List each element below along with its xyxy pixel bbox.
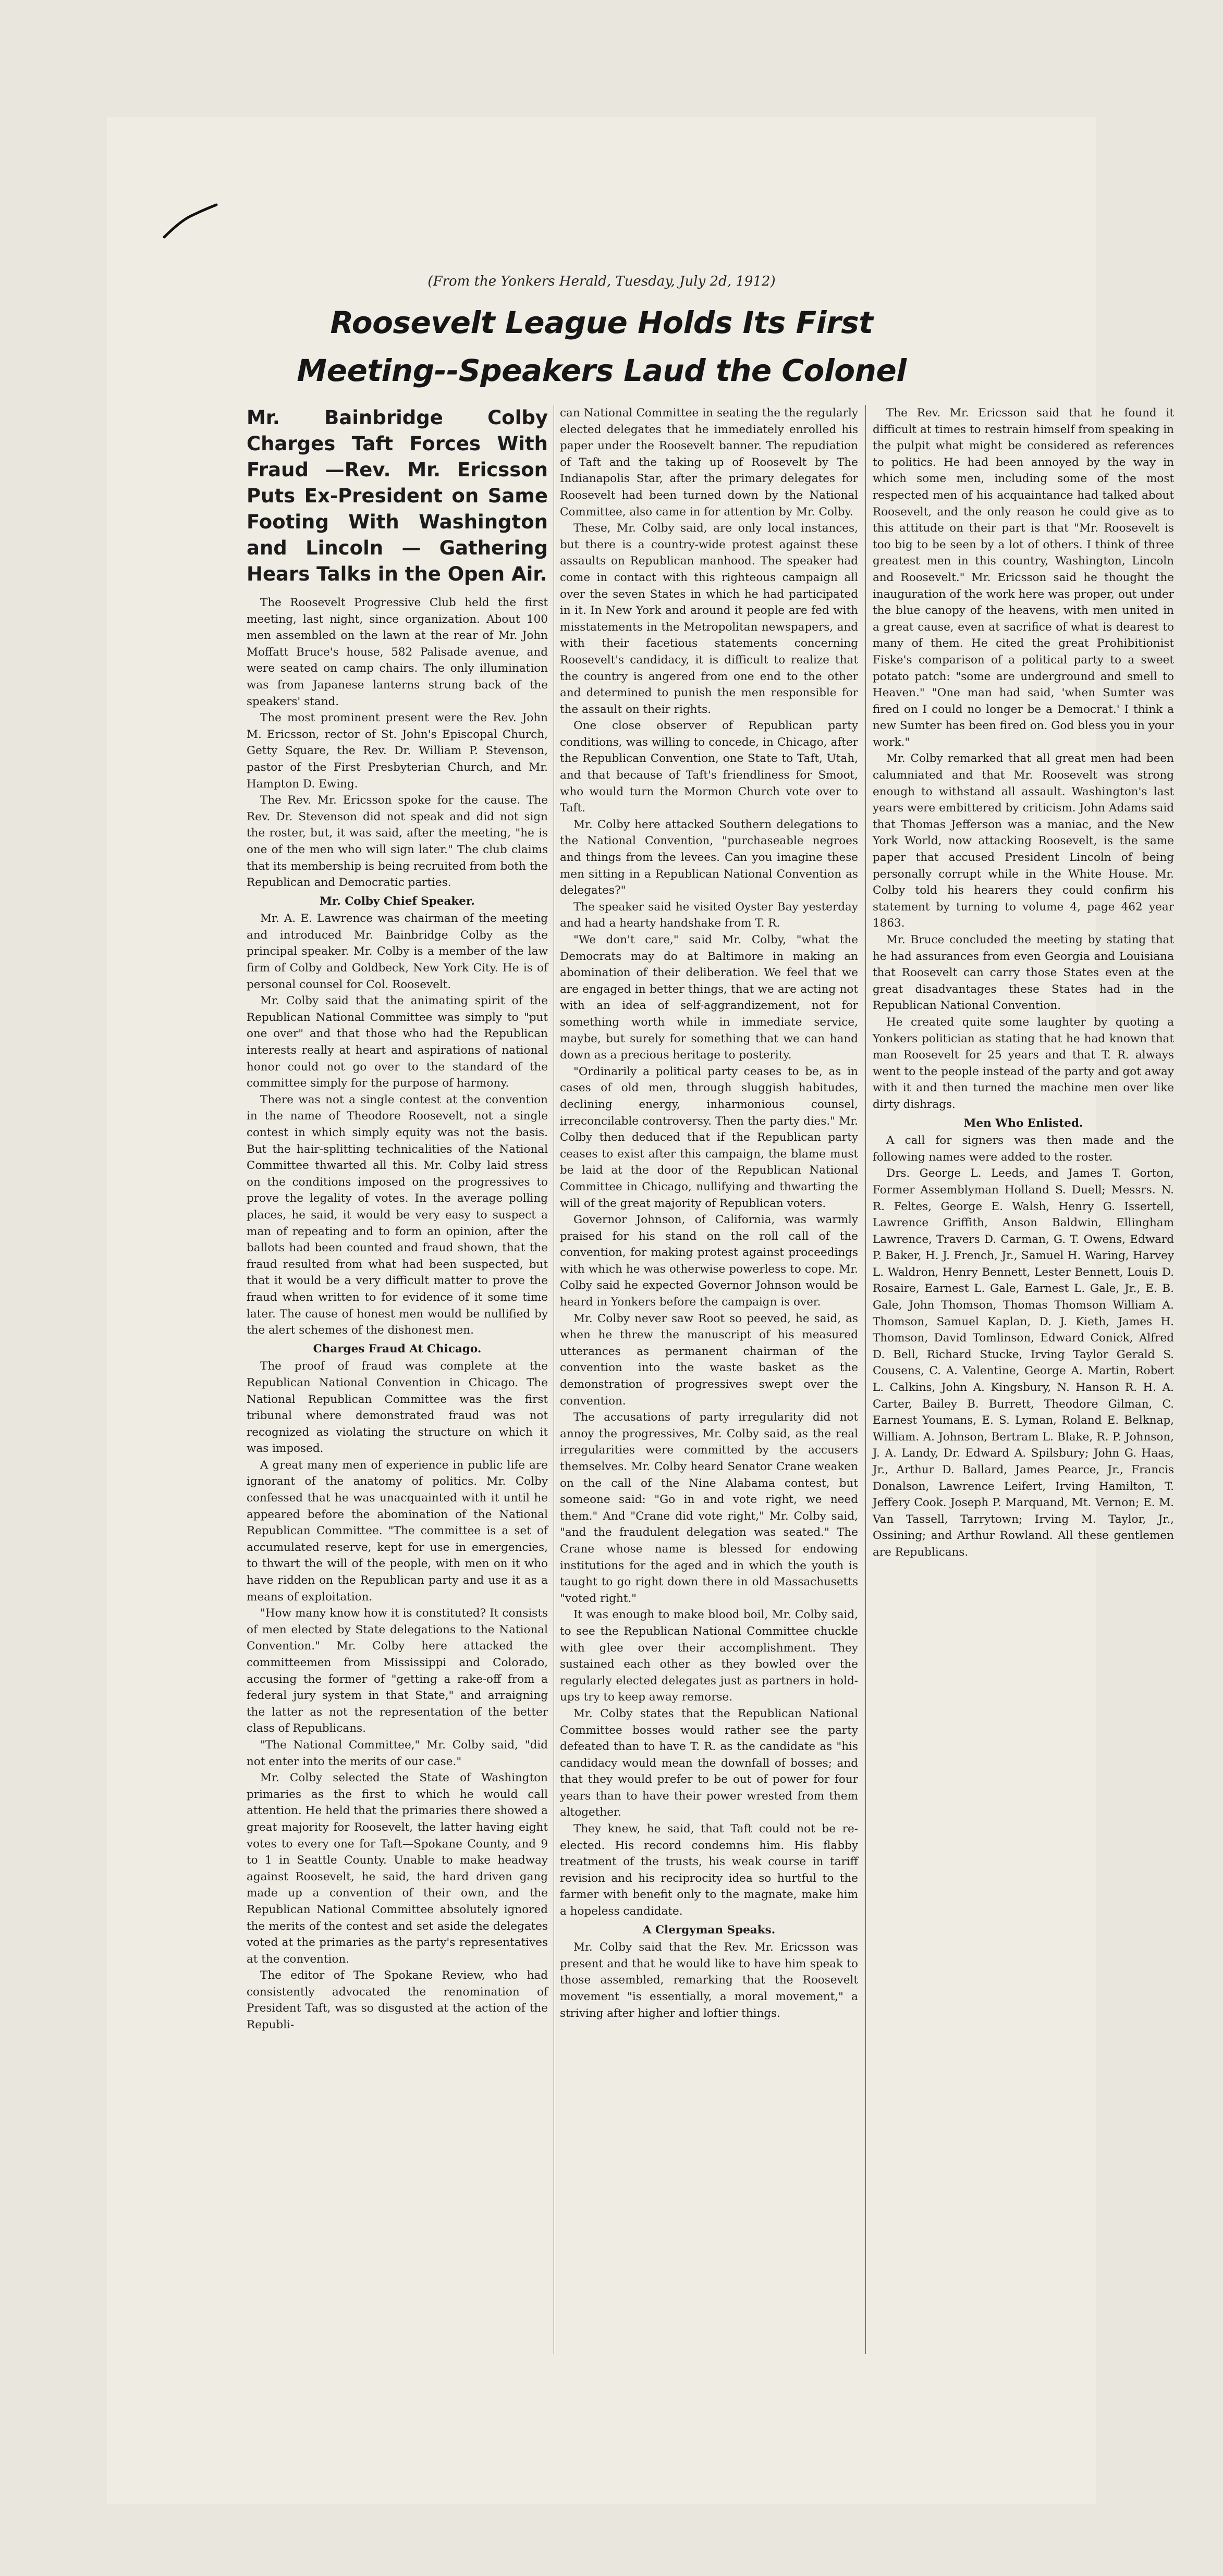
paragraph: One close observer of Republican party conditions, was willing to concede, in Chicago, after the Republican Convention, one State to Taft, Utah, and that because of Taft's friendliness for Smoot, who would turn the Mormon Church vote over to Taft.	[560, 719, 858, 815]
paragraph: Mr. A. E. Lawrence was chairman of the meeting and introduced Mr. Bainbridge Colby as the principal speaker. Mr. Colby is a member of the law firm of Colby and Goldbeck, New York City. He is of personal counsel for Col. Roosevelt.	[247, 912, 548, 991]
paragraph: He created quite some laughter by quoting a Yonkers politician as stating that he had known that man Roosevelt for 25 years and that T. R. always went to the people instead of the party and got away with it and then turned the machine men over like dirty dishrags.	[873, 1015, 1174, 1111]
section-heading: A Clergyman Speaks.	[642, 1923, 776, 1937]
paragraph: The Rev. Mr. Ericsson spoke for the cause. The Rev. Dr. Stevenson did not speak and did not sign the roster, but, it was said, after the meeting, "he is one of the men who will sign later." The club claims that its membership is being recruited from both the Republican and Democratic parties.	[247, 794, 548, 890]
paragraph: The proof of fraud was complete at the Republican National Convention in Chicago. The National Republican Committee was the first tribunal where demonstrated fraud was not recognized as violating the structure on which it was imposed.	[247, 1360, 548, 1456]
paragraph: The speaker said he visited Oyster Bay yesterday and had a hearty handshake from T. R.	[560, 900, 858, 930]
paragraph: Mr. Colby states that the Republican National Committee bosses would rather see the party defeated than to have T. R. as the candidate as "his candidacy would mean the downfall of bosses; and that they would prefer to be out of power for four years than to have their power wrested from them altogether.	[560, 1707, 858, 1819]
paragraph: "The National Committee," Mr. Colby said, "did not enter into the merits of our case."	[247, 1738, 548, 1768]
paragraph: "How many know how it is constituted? It consists of men elected by State delegations to the National Convention." Mr. Colby here attacked the committeemen from Mississippi and Colorado, accusing the former of "getting a rake-off from a federal jury system in that State," and arraigning the latter as not the representation of the better class of Republicans.	[247, 1607, 548, 1735]
newspaper-clipping	[107, 117, 1174, 2504]
paragraph: Drs. George L. Leeds, and James T. Gorton, Former Assemblyman Holland S. Duell; Messrs. N. R. Feltes, George E. Walsh, Henry G. Issertell, Lawrence Griffith, Anson Baldwin, Ellingham Lawrence, Travers D. Carman, G. T. Owens, Edward P. Baker, H. J. French, Jr., Samuel H. Waring, Harvey L. Waldron, Henry Bennett, Lester Bennett, Louis D. Rosaire, Earnest L. Gale, Earnest L. Gale, Jr., E. B. Gale, John Thomson, Thomas Thomson William A. Thomson, Samuel Kaplan, D. J. Kieth, James H. Thomson, David Tomlinson, Edward Conick, Alfred D. Bell, Richard Stucke, Irving Taylor Gerald S. Cousens, C. A. Valentine, George A. Martin, Robert L. Calkins, John A. Kingsbury, N. Hanson R. H. A. Carter, Bailey B. Burrett, Theodore Gilman, C. Earnest Youmans, E. S. Lyman, Roland E. Belknap, William. A. Johnson, Bertram L. Blake, R. P. Johnson, J. A. Landy, Dr. Edward A. Spilsbury; John G. Haas, Jr., Arthur D. Ballard, James Pearce, Jr., Francis Donalson, Lawrence Leifert, Irving Hamilton, T. Jeffery Cook. Joseph P. Marquand, Mt. Vernon; E. M. Van Tassell, Tarrytown; Irving M. Taylor, Jr., Ossining; and Arthur Rowland. All these gentlemen are Republicans.	[873, 1167, 1174, 1559]
subheadline-deck: Mr. Bainbridge Colby Charges Taft Forces With Fraud —Rev. Mr. Ericsson Puts Ex-President on Same Footing With Washington and Lincoln — Gathering Hears Talks in the Open Air.	[247, 406, 548, 585]
article-column-1	[247, 405, 548, 2354]
paragraph: Mr. Colby remarked that all great men had been calumniated and that Mr. Roosevelt was strong enough to withstand all assault. Washington's last years were embittered by criticism. John Adams said that Thomas Jefferson was a maniac, and the New York World, now attacking Roosevelt, is the same paper that accused President Lincoln of being personally corrupt while in the White House. Mr. Colby told his hearers they could confirm his statement by turning to volume 4, page 462 year 1863.	[873, 752, 1174, 930]
paragraph: The accusations of party irregularity did not annoy the progressives, Mr. Colby said, as the real irregularities were committed by the accusers themselves. Mr. Colby heard Senator Crane weaken on the call of the Nine Alabama contest, but someone said: "Go in and vote right, we need them." And "Crane did vote right," Mr. Colby said, "and the fraudulent delegation was seated." The Crane whose name is blessed for endowing institutions for the aged and in which the youth is taught to go right down there in old Massachusetts "voted right."	[560, 1411, 858, 1605]
section-heading: Charges Fraud At Chicago.	[313, 1342, 482, 1355]
paragraph: Mr. Colby said that the Rev. Mr. Ericsson was present and that he would like to have him speak to those assembled, remarking that the Roosevelt movement "is essentially, a moral movement," a striving after higher and loftier things.	[560, 1941, 858, 2020]
paragraph: The editor of The Spokane Review, who had consistently advocated the renomination of President Taft, was so disgusted at the action of the Republi-	[247, 1969, 548, 2032]
paragraph: It was enough to make blood boil, Mr. Colby said, to see the Republican National Committee chuckle with glee over their accomplishment. They sustained each other as they bowled over the regularly elected delegates just as partners in hold-ups try to keep away remorse.	[560, 1608, 858, 1704]
paragraph: can National Committee in seating the the regularly elected delegates that he immediately enrolled his paper under the Roosevelt banner. The repudiation of Taft and the taking up of Roosevelt by The Indianapolis Star, after the primary delegates for Roosevelt had been turned down by the National Committee, also came in for attention by Mr. Colby.	[560, 406, 858, 519]
article-column-2	[560, 405, 858, 2354]
paragraph: Mr. Colby never saw Root so peeved, he said, as when he threw the manuscript of his measured utterances as permanent chairman of the convention into the waste basket as the demonstration of progressives swept over the convention.	[560, 1312, 858, 1408]
paragraph: A great many men of experience in public life are ignorant of the anatomy of politics. Mr. Colby confessed that he was unacquainted with it until he appeared before the abomination of the National Republican Committee. "The committee is a set of accumulated reserve, kept for use in emergencies, to thwart the will of the people, with men on it who have ridden on the Republican party and use it as a means of exploitation.	[247, 1458, 548, 1604]
paragraph: The Rev. Mr. Ericsson said that he found it difficult at times to restrain himself from speaking in the pulpit what might be considered as references to politics. He had been annoyed by the way in which some men, including some of the most respected men of his acquaintance had talked about Roosevelt, and the only reason he could give as to this attitude on their part is that "Mr. Roosevelt is too big to be seen by a lot of others. I think of three greatest men in this country, Washington, Lincoln and Roosevelt." Mr. Ericsson said he thought the inauguration of the work here was proper, out under the blue canopy of the heavens, with men united in a great cause, even at sacrifice of what is dearest to many of them. He cited the great Prohibitionist Fiske's comparison of a political party to a sweet potato patch: "some are underground and smell to Heaven." "One man had said, 'when Sumter was fired on I could no longer be a Democrat.' I think a new Sumter has been fired on. God bless you in your work."	[873, 406, 1174, 749]
paragraph: These, Mr. Colby said, are only local instances, but there is a country-wide protest against these assaults on Republican manhood. The speaker had come in contact with this righteous campaign all over the seven States in which he had participated in it. In New York and around it people are fed with misstatements in the Metropolitan newspapers, and with their facetious statements concerning Roosevelt's candidacy, it is difficult to realize that the country is angered from one end to the other and determined to punish the men responsible for the assault on their rights.	[560, 522, 858, 716]
dateline: (From the Yonkers Herald, Tuesday, July 2d, 1912)	[427, 274, 776, 289]
headline-line-2: Meeting--Speakers Laud the Colonel	[297, 353, 907, 388]
column-rule	[865, 405, 866, 2354]
section-heading: Men Who Enlisted.	[963, 1116, 1083, 1130]
article-column-3	[873, 405, 1174, 2354]
paragraph: The Roosevelt Progressive Club held the first meeting, last night, since organization. About 100 men assembled on the lawn at the rear of Mr. John Moffatt Bruce's house, 582 Palisade avenue, and were seated on camp chairs. The only illumination was from Japanese lanterns strung back of the speakers' stand.	[247, 596, 548, 708]
paragraph: Mr. Colby here attacked Southern delegations to the National Convention, "purchaseable negroes and things from the levees. Can you imagine these men sitting in a Republican National Convention as delegates?"	[560, 818, 858, 897]
section-heading: Mr. Colby Chief Speaker.	[320, 894, 475, 908]
paragraph: "Ordinarily a political party ceases to be, as in cases of old men, through sluggish habitudes, declining energy, inharmonious counsel, irreconcilable controversy. Then the party dies." Mr. Colby then deduced that if the Republican party ceases to exist after this campaign, the blame must be laid at the door of the Republican National Committee in Chicago, nullifying and thwarting the will of the great majority of Republican voters.	[560, 1065, 858, 1210]
pencil-mark	[159, 201, 222, 242]
paragraph: There was not a single contest at the convention in the name of Theodore Roosevelt, not a single contest in which simply equity was not the basis. But the hair-splitting technicalities of the National Committee thwarted all this. Mr. Colby laid stress on the conditions imposed on the progressives to prove the legality of votes. In the average polling places, he said, it would be very easy to suspect a man of repeating and to form an opinion, after the ballots had been counted and fraud shown, that the fraud resulted from what had been suspected, but that it would be a very difficult matter to prove the fraud when written to for evidence of it some time later. The cause of honest men would be nullified by the alert schemes of the dishonest men.	[247, 1093, 548, 1337]
paragraph: The most prominent present were the Rev. John M. Ericsson, rector of St. John's Episcopal Church, Getty Square, the Rev. Dr. William P. Stevenson, pastor of the First Presbyterian Church, and Mr. Hampton D. Ewing.	[247, 711, 548, 791]
paragraph: Mr. Colby said that the animating spirit of the Republican National Committee was simply to "put one over" and that those who had the Republican interests really at heart and aspirations of national honor could not go over to the standard of the committee simply for the purpose of harmony.	[247, 994, 548, 1090]
paragraph: "We don't care," said Mr. Colby, "what the Democrats may do at Baltimore in making an abomination of their deliberation. We feel that we are engaged in better things, that we are acting not with an idea of self-aggrandizement, not for something worth while in immediate service, maybe, but surely for something that we can hand down as a precious heritage to posterity.	[560, 933, 858, 1062]
headline-line-1: Roosevelt League Holds Its First	[330, 305, 873, 340]
paragraph: Governor Johnson, of California, was warmly praised for his stand on the roll call of the convention, for making protest against proceedings with which he was otherwise powerless to cope. Mr. Colby said he expected Governor Johnson would be heard in Yonkers before the campaign is over.	[560, 1213, 858, 1309]
paragraph: Mr. Bruce concluded the meeting by stating that he had assurances from even Georgia and Louisiana that Roosevelt can carry those States even at the great disadvantages these States had in the Republican National Convention.	[873, 933, 1174, 1013]
paragraph: Mr. Colby selected the State of Washington primaries as the first to which he would call attention. He held that the primaries there showed a great majority for Roosevelt, the latter having eight votes to every one for Taft—Spokane County, and 9 to 1 in Seattle County. Unable to make headway against Roosevelt, he said, the hard driven gang made up a convention of their own, and the Republican National Committee absolutely ignored the merits of the contest and set aside the delegates voted at the primaries as the party's representatives at the convention.	[247, 1771, 548, 1966]
paragraph: They knew, he said, that Taft could not be re-elected. His record condemns him. His flabby treatment of the trusts, his weak course in tariff revision and his reciprocity idea so hurtful to the farmer with benefit only to the magnate, make him a hopeless candidate.	[560, 1822, 858, 1918]
paragraph: A call for signers was then made and the following names were added to the roster.	[873, 1134, 1174, 1164]
